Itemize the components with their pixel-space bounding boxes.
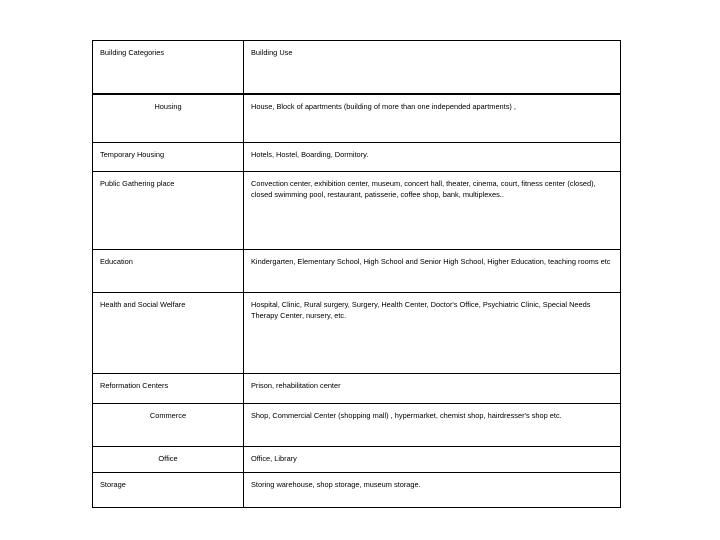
cell-use-commerce: Shop, Commercial Center (shopping mall) , hypermarket, chemist shop, hairdresser's shop etc. [244,404,621,447]
column-header-building-categories: Building Categories [93,41,244,95]
table-row [93,250,621,293]
cell-use-education: Kindergarten, Elementary School, High School and Senior High School, Higher Education, teaching rooms etc [244,250,621,293]
cell-category-public-gathering-place: Public Gathering place [93,172,244,250]
cell-use-storage: Storing warehouse, shop storage, museum storage. [244,473,621,508]
cell-category-education: Education [93,250,244,293]
table-row [93,94,621,143]
building-categories-table [92,40,621,508]
cell-use-office: Office, Library [244,447,621,473]
cell-category-housing: Housing [93,94,244,143]
cell-use-public-gathering-place: Convection center, exhibition center, museum, concert hall, theater, cinema, court, fitness center (closed), closed swimming pool, restaurant, patisserie, coffee shop, bank, multiplexes.. [244,172,621,250]
cell-category-reformation-centers: Reformation Centers [93,374,244,404]
table-row [93,404,621,447]
table-header-row [93,41,621,95]
cell-use-housing: House, Block of apartments (building of more than one independed apartments) , [244,94,621,143]
table-row [93,293,621,374]
cell-category-office: Office [93,447,244,473]
cell-category-storage: Storage [93,473,244,508]
cell-use-reformation-centers: Prison, rehabilitation center [244,374,621,404]
table-row [93,447,621,473]
cell-category-commerce: Commerce [93,404,244,447]
table-row [93,143,621,172]
table-row [93,374,621,404]
cell-use-temporary-housing: Hotels, Hostel, Boarding, Dormitory. [244,143,621,172]
cell-use-health-and-social-welfare: Hospital, Clinic, Rural surgery, Surgery, Health Center, Doctor's Office, Psychiatric Clinic, Special Needs Therapy Center, nursery, etc. [244,293,621,374]
table-row [93,172,621,250]
table-row [93,473,621,508]
cell-category-temporary-housing: Temporary Housing [93,143,244,172]
column-header-building-use: Building Use [244,41,621,95]
cell-category-health-and-social-welfare: Health and Social Welfare [93,293,244,374]
